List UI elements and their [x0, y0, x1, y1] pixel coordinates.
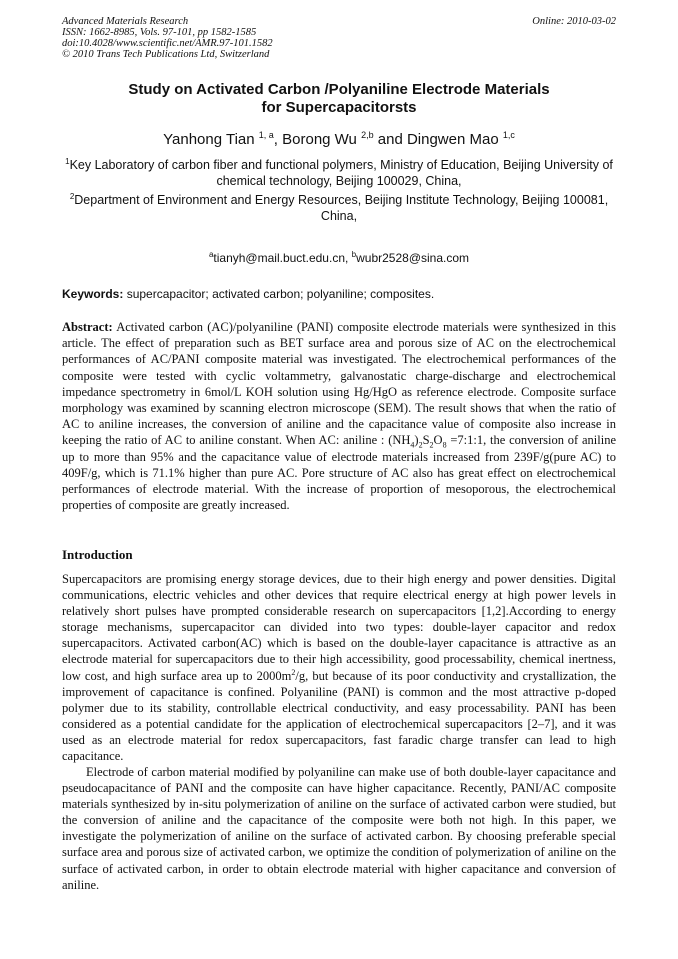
- abstract-sub-4: 8: [442, 440, 447, 450]
- introduction-paragraph-2: Electrode of carbon material modified by polyaniline can make use of both double-layer capacitance and pseudocapacitance of PANI and the composite can have higher capacitance. Recently, PANI/AC composite materials synthesized by in-situ polymerization of aniline on the surface of activated carbon were studied, but the conversion of aniline and the capacitance of the composite were both not high. In this paper, we investigate the polymerization of aniline on the surface of activated carbon. By choosing preferable special surface area and porous size of activated carbon, we optimize the condition of polymerization of aniline on the surface of activated carbon, in order to obtain electrode material with higher capacitance and conversion of aniline.: [62, 765, 616, 892]
- keywords-line: [62, 287, 616, 302]
- abstract-sub-1: 4: [410, 440, 415, 450]
- author-1-name: Yanhong Tian: [163, 131, 259, 148]
- author-2-affil-mark: 2,b: [361, 130, 374, 140]
- issn-line: ISSN: 1662-8985, Vols. 97-101, pp 1582-1585: [62, 27, 257, 38]
- abstract-sub-3: 2: [429, 440, 434, 450]
- doi-line[interactable]: doi:10.4028/www.scientific.net/AMR.97-101.1582: [62, 38, 273, 49]
- author-list: [62, 131, 616, 149]
- online-date: Online: 2010-03-02: [532, 16, 616, 27]
- intro-p1-text-2: /g, but because of its poor conductivity and crystallization, the improvement of capacitance is confined. Polyaniline (PANI) is common and the most attractive p-doped polymer due to its stability, controllable electrical conductivity, and easy processability. PANI has been considered as a potential candidate for the application of electrochemical supercapacitors [2–7], and it was used as an electrode material for redox supercapacitors, fast faradic charge transfer can lead to high capacitance.: [62, 668, 616, 764]
- journal-name: Advanced Materials Research: [62, 16, 189, 27]
- affiliation-2-text: Department of Environment and Energy Resources, Beijing Institute Technology, Beijing 100081, China,: [74, 193, 609, 223]
- email-a-mark: a: [208, 250, 214, 259]
- email-b-mark: b: [351, 250, 357, 259]
- copyright-line: © 2010 Trans Tech Publications Ltd, Switzerland: [62, 49, 270, 60]
- abstract-text-1: Activated carbon (AC)/polyaniline (PANI) composite electrode materials were synthesized in this article. The effect of preparation such as BET surface area and porous size of AC on the electrochemical performances of AC/PANI composite material was investigated. The electrochemical performances of the composite were tested with cyclic voltammetry, galvanostatic charge-discharge and electrochemical impedance spectrometry in 6mol/L KOH solution using Hg/HgO as reference electrode. Composite surface morphology was examined by scanning electron microscope (SEM). The result shows that when the ratio of AC to aniline increases, the conversion of aniline and the capacitance value of composite also increase in keeping the ratio of AC to aniline constant. When AC: aniline : (NH: [62, 320, 616, 448]
- keywords-label: Keywords:: [62, 287, 124, 301]
- abstract-sub-2: 2: [418, 440, 423, 450]
- paper-title: [62, 81, 616, 117]
- abstract-paragraph: [62, 319, 616, 513]
- intro-p1-superscript: 2: [291, 667, 296, 677]
- intro-p1-text-1: Supercapacitors are promising energy storage devices, due to their high energy and power densities. Digital communications, electric vehicles and other devices that require electrical energy at high power levels in relatively short pulses have prompted considerable research on supercapacitors [1,2].According to energy storage mechanisms, supercapacitor can divided into two types: double-layer capacitor and redox supercapacitors. Activated carbon(AC) which is based on the double-layer capacitance is attractive as an electrode material for supercapacitors due to their high accessibility, good processability, chemical inertness, low cost, and high surface area up to 2000m: [62, 572, 616, 683]
- affiliation-2: [62, 192, 616, 224]
- abstract-text-2: ): [414, 433, 419, 448]
- abstract-label: Abstract:: [62, 320, 113, 334]
- affiliation-2-number: 2: [69, 191, 75, 201]
- keywords-text: supercapacitor; activated carbon; polyaniline; composites.: [123, 287, 435, 301]
- abstract-text-3: S: [422, 433, 430, 448]
- abstract-text-4: O: [433, 433, 443, 448]
- affiliation-1-number: 1: [65, 156, 70, 166]
- author-3-affil-mark: 1,c: [502, 130, 515, 140]
- introduction-heading: Introduction: [62, 547, 133, 562]
- author-2-name: , Borong Wu: [273, 131, 362, 148]
- author-1-affil-mark: 1, a: [258, 130, 274, 140]
- title-line-2: for Supercapacitorsts: [261, 99, 417, 116]
- journal-header: [62, 16, 616, 60]
- introduction-paragraph-1: [62, 571, 616, 764]
- author-emails: [62, 251, 616, 266]
- author-3-name: and Dingwen Mao: [373, 131, 503, 148]
- affiliation-1-text: Key Laboratory of carbon fiber and functional polymers, Ministry of Education, Beijing University of chemical technology, Beijing 100029, China,: [69, 158, 613, 188]
- email-b[interactable]: wubr2528@sina.com: [356, 251, 470, 265]
- affiliation-1: [62, 157, 616, 189]
- abstract-text-5: =7:1:1, the conversion of aniline up to more than 95% and the capacitance value of electrode materials increased from 239F/g(pure AC) to 409F/g, which is 71.1% higher than pure AC. Pore structure of AC also has great effect on electrochemical performances of electrode material. With the increase of proportion of mesoporous, the electrochemical properties of composite are greatly increased.: [62, 433, 616, 513]
- title-line-1: Study on Activated Carbon /Polyaniline Electrode Materials: [128, 81, 550, 98]
- email-a[interactable]: tianyh@mail.buct.edu.cn,: [213, 251, 352, 265]
